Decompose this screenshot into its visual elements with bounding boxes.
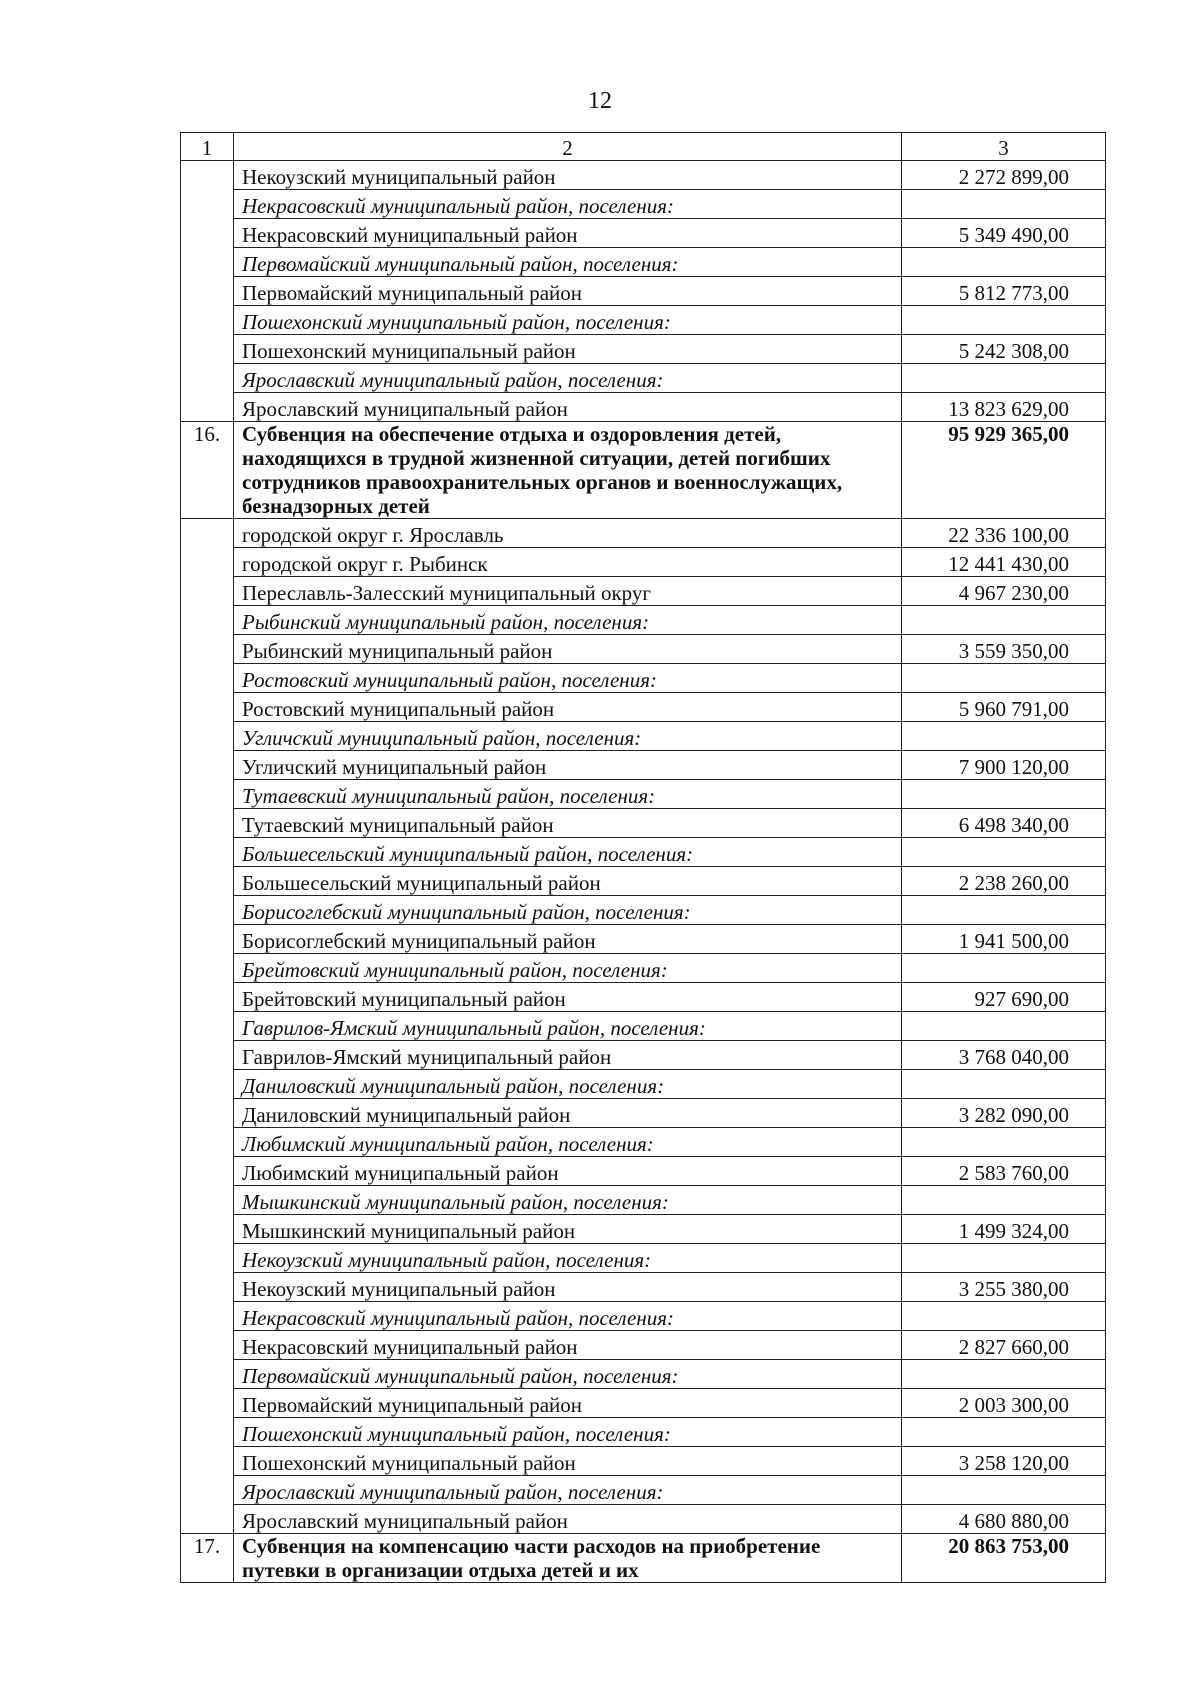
amount-cell <box>902 1070 1106 1099</box>
amount-cell: 13 823 629,00 <box>902 393 1106 422</box>
amount-cell <box>902 780 1106 809</box>
district-group-label: Борисоглебский муниципальный район, поселения: <box>234 896 902 925</box>
district-name: Большесельский муниципальный район <box>234 867 902 896</box>
amount-cell: 3 255 380,00 <box>902 1273 1106 1302</box>
amount-cell <box>902 1244 1106 1273</box>
district-name: Угличский муниципальный район <box>234 751 902 780</box>
group-header-row <box>181 722 1106 751</box>
subvention-total: 20 863 753,00 <box>902 1534 1106 1583</box>
table-row <box>181 577 1106 606</box>
district-name: Переславль-Залесский муниципальный округ <box>234 577 902 606</box>
group-header-row <box>181 780 1106 809</box>
table-row <box>181 809 1106 838</box>
district-group-label: Ярославский муниципальный район, поселения: <box>234 364 902 393</box>
amount-cell <box>902 364 1106 393</box>
district-group-label: Мышкинский муниципальный район, поселения: <box>234 1186 902 1215</box>
amount-cell: 4 680 880,00 <box>902 1505 1106 1534</box>
amount-cell <box>902 306 1106 335</box>
amount-cell: 1 941 500,00 <box>902 925 1106 954</box>
district-group-label: Пошехонский муниципальный район, поселения: <box>234 1418 902 1447</box>
group-header-row <box>181 248 1106 277</box>
district-group-label: Тутаевский муниципальный район, поселения: <box>234 780 902 809</box>
group-header-row <box>181 1244 1106 1273</box>
district-name: Даниловский муниципальный район <box>234 1099 902 1128</box>
group-header-row <box>181 1070 1106 1099</box>
subvention-17-row <box>181 1534 1106 1583</box>
district-name: Первомайский муниципальный район <box>234 277 902 306</box>
table-row <box>181 219 1106 248</box>
amount-cell <box>902 1418 1106 1447</box>
amount-cell: 5 960 791,00 <box>902 693 1106 722</box>
table-row <box>181 925 1106 954</box>
amount-cell <box>902 1302 1106 1331</box>
amount-cell: 927 690,00 <box>902 983 1106 1012</box>
district-group-label: Некоузский муниципальный район, поселения: <box>234 1244 902 1273</box>
table-row <box>181 277 1106 306</box>
row-number-cell <box>181 161 234 422</box>
group-header-row <box>181 1186 1106 1215</box>
table-row <box>181 1331 1106 1360</box>
group-header-row <box>181 606 1106 635</box>
table-row <box>181 693 1106 722</box>
district-name: Ярославский муниципальный район <box>234 1505 902 1534</box>
amount-cell: 6 498 340,00 <box>902 809 1106 838</box>
table-row <box>181 1215 1106 1244</box>
section-number: 17. <box>181 1534 234 1583</box>
amount-cell: 7 900 120,00 <box>902 751 1106 780</box>
page-number: 12 <box>588 88 612 114</box>
table-row <box>181 393 1106 422</box>
group-header-row <box>181 364 1106 393</box>
district-name: Тутаевский муниципальный район <box>234 809 902 838</box>
amount-cell: 3 282 090,00 <box>902 1099 1106 1128</box>
district-name: Брейтовский муниципальный район <box>234 983 902 1012</box>
district-name: Некрасовский муниципальный район <box>234 219 902 248</box>
amount-cell <box>902 1476 1106 1505</box>
header-col-3: 3 <box>902 133 1106 161</box>
group-header-row <box>181 1418 1106 1447</box>
district-name: Пошехонский муниципальный район <box>234 1447 902 1476</box>
section-number: 16. <box>181 422 234 519</box>
amount-cell: 2 827 660,00 <box>902 1331 1106 1360</box>
district-name: Рыбинский муниципальный район <box>234 635 902 664</box>
district-group-label: Гаврилов-Ямский муниципальный район, поселения: <box>234 1012 902 1041</box>
amount-cell: 2 583 760,00 <box>902 1157 1106 1186</box>
district-name: Некоузский муниципальный район <box>234 1273 902 1302</box>
amount-cell <box>902 1186 1106 1215</box>
amount-cell <box>902 248 1106 277</box>
group-header-row <box>181 1476 1106 1505</box>
district-group-label: Некрасовский муниципальный район, поселения: <box>234 1302 902 1331</box>
amount-cell <box>902 722 1106 751</box>
table-header-row <box>181 133 1106 161</box>
header-col-1: 1 <box>181 133 234 161</box>
table-row <box>181 335 1106 364</box>
amount-cell <box>902 1128 1106 1157</box>
group-header-row <box>181 1302 1106 1331</box>
amount-cell: 22 336 100,00 <box>902 519 1106 548</box>
table-row <box>181 1273 1106 1302</box>
group-header-row <box>181 1012 1106 1041</box>
district-name: Борисоглебский муниципальный район <box>234 925 902 954</box>
district-name: Ростовский муниципальный район <box>234 693 902 722</box>
table-row <box>181 519 1106 548</box>
amount-cell <box>902 606 1106 635</box>
table-row <box>181 983 1106 1012</box>
amount-cell: 2 272 899,00 <box>902 161 1106 190</box>
amount-cell <box>902 664 1106 693</box>
table-row <box>181 751 1106 780</box>
amount-cell: 5 242 308,00 <box>902 335 1106 364</box>
table-row <box>181 1505 1106 1534</box>
amount-cell: 1 499 324,00 <box>902 1215 1106 1244</box>
table-row <box>181 161 1106 190</box>
amount-cell <box>902 954 1106 983</box>
group-header-row <box>181 838 1106 867</box>
district-group-label: Брейтовский муниципальный район, поселения: <box>234 954 902 983</box>
amount-cell: 5 812 773,00 <box>902 277 1106 306</box>
district-group-label: Угличский муниципальный район, поселения: <box>234 722 902 751</box>
district-name: Пошехонский муниципальный район <box>234 335 902 364</box>
group-header-row <box>181 1360 1106 1389</box>
amount-cell <box>902 838 1106 867</box>
district-name: Некоузский муниципальный район <box>234 161 902 190</box>
amount-cell <box>902 896 1106 925</box>
district-group-label: Первомайский муниципальный район, поселения: <box>234 248 902 277</box>
subvention-total: 95 929 365,00 <box>902 422 1106 519</box>
district-group-label: Ростовский муниципальный район, поселения: <box>234 664 902 693</box>
group-header-row <box>181 190 1106 219</box>
district-group-label: Ярославский муниципальный район, поселения: <box>234 1476 902 1505</box>
amount-cell: 5 349 490,00 <box>902 219 1106 248</box>
district-name: Гаврилов-Ямский муниципальный район <box>234 1041 902 1070</box>
amount-cell: 2 238 260,00 <box>902 867 1106 896</box>
amount-cell <box>902 1360 1106 1389</box>
group-header-row <box>181 896 1106 925</box>
district-name: Первомайский муниципальный район <box>234 1389 902 1418</box>
group-header-row <box>181 664 1106 693</box>
header-col-2: 2 <box>234 133 902 161</box>
group-header-row <box>181 306 1106 335</box>
amount-cell: 3 768 040,00 <box>902 1041 1106 1070</box>
district-group-label: Рыбинский муниципальный район, поселения: <box>234 606 902 635</box>
table-row <box>181 635 1106 664</box>
amount-cell: 4 967 230,00 <box>902 577 1106 606</box>
group-header-row <box>181 1128 1106 1157</box>
district-name: городской округ г. Ярославль <box>234 519 902 548</box>
table-row <box>181 1447 1106 1476</box>
table-row <box>181 1041 1106 1070</box>
subvention-16-row <box>181 422 1106 519</box>
amount-cell: 3 258 120,00 <box>902 1447 1106 1476</box>
district-name: Некрасовский муниципальный район <box>234 1331 902 1360</box>
row-number-cell <box>181 519 234 1534</box>
table-row <box>181 548 1106 577</box>
district-name: Мышкинский муниципальный район <box>234 1215 902 1244</box>
district-group-label: Первомайский муниципальный район, поселения: <box>234 1360 902 1389</box>
district-group-label: Пошехонский муниципальный район, поселения: <box>234 306 902 335</box>
table-row <box>181 1157 1106 1186</box>
amount-cell: 2 003 300,00 <box>902 1389 1106 1418</box>
subventions-table <box>180 132 1106 1583</box>
amount-cell: 3 559 350,00 <box>902 635 1106 664</box>
group-header-row <box>181 954 1106 983</box>
table-row <box>181 867 1106 896</box>
amount-cell <box>902 190 1106 219</box>
district-group-label: Даниловский муниципальный район, поселения: <box>234 1070 902 1099</box>
table-row <box>181 1099 1106 1128</box>
district-group-label: Некрасовский муниципальный район, поселения: <box>234 190 902 219</box>
district-name: городской округ г. Рыбинск <box>234 548 902 577</box>
amount-cell <box>902 1012 1106 1041</box>
subvention-title: Субвенция на компенсацию части расходов на приобретение путевки в организации отдыха детей и их <box>234 1534 902 1583</box>
district-group-label: Любимский муниципальный район, поселения: <box>234 1128 902 1157</box>
district-name: Ярославский муниципальный район <box>234 393 902 422</box>
amount-cell: 12 441 430,00 <box>902 548 1106 577</box>
table-row <box>181 1389 1106 1418</box>
district-name: Любимский муниципальный район <box>234 1157 902 1186</box>
subvention-title: Субвенция на обеспечение отдыха и оздоровления детей, находящихся в трудной жизненной ситуации, детей погибших сотрудников правоохранительных органов и военнослужащих, безнадзорных детей <box>234 422 902 519</box>
district-group-label: Большесельский муниципальный район, поселения: <box>234 838 902 867</box>
